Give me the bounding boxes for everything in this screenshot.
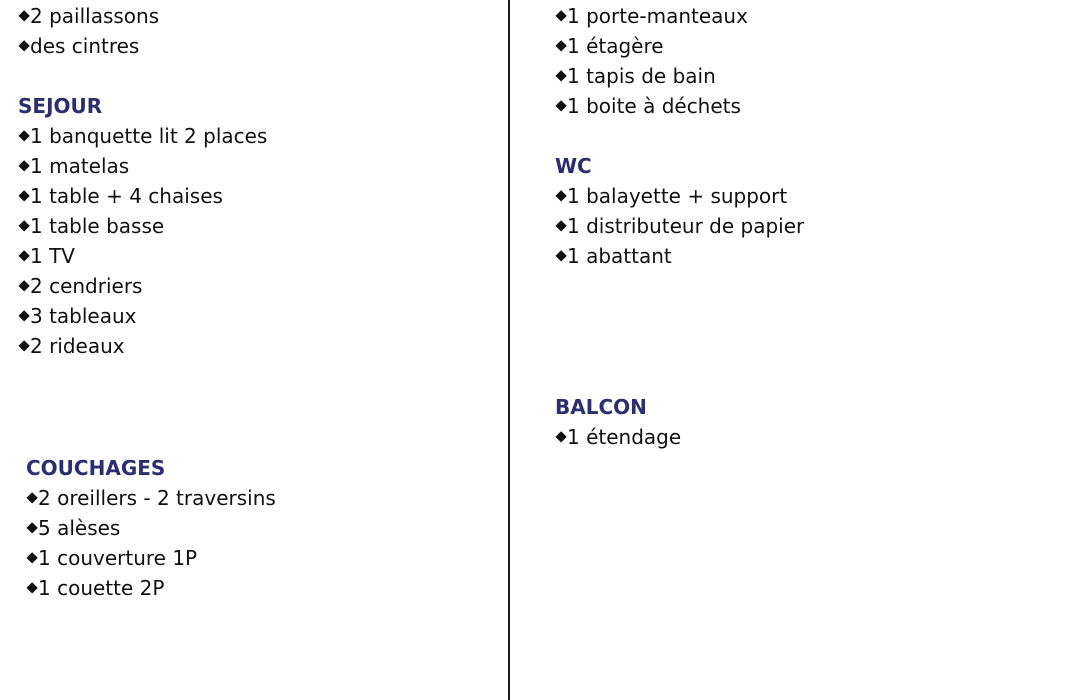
section-heading-couchages: COUCHAGES xyxy=(26,456,166,480)
diamond-bullet-icon xyxy=(18,310,29,321)
diamond-bullet-icon xyxy=(26,582,37,593)
list-item: 5 alèses xyxy=(26,513,276,543)
list-item: 1 porte-manteaux xyxy=(555,1,748,31)
list-item: 1 TV xyxy=(18,241,267,271)
list-item: 1 boite à déchets xyxy=(555,91,748,121)
list-item: 1 matelas xyxy=(18,151,267,181)
list-item: des cintres xyxy=(18,31,159,61)
diamond-bullet-icon xyxy=(26,522,37,533)
diamond-bullet-icon xyxy=(555,250,566,261)
column-divider xyxy=(508,0,510,700)
list-item: 2 cendriers xyxy=(18,271,267,301)
diamond-bullet-icon xyxy=(18,130,29,141)
section-sejour xyxy=(18,91,267,361)
left-intro-list xyxy=(18,1,159,61)
diamond-bullet-icon xyxy=(18,10,29,21)
list-item: 1 banquette lit 2 places xyxy=(18,121,267,151)
right-intro-list xyxy=(555,1,748,121)
diamond-bullet-icon xyxy=(18,160,29,171)
diamond-bullet-icon xyxy=(555,431,566,442)
section-couchages xyxy=(26,453,276,603)
list-item: 1 distributeur de papier xyxy=(555,211,804,241)
diamond-bullet-icon xyxy=(555,40,566,51)
diamond-bullet-icon xyxy=(18,340,29,351)
diamond-bullet-icon xyxy=(555,220,566,231)
list-item: 2 rideaux xyxy=(18,331,267,361)
diamond-bullet-icon xyxy=(555,70,566,81)
diamond-bullet-icon xyxy=(26,492,37,503)
list-item: 1 étendage xyxy=(555,422,681,452)
list-item: 1 table basse xyxy=(18,211,267,241)
diamond-bullet-icon xyxy=(555,100,566,111)
list-item: 2 paillassons xyxy=(18,1,159,31)
list-item: 1 balayette + support xyxy=(555,181,804,211)
list-item: 1 couverture 1P xyxy=(26,543,276,573)
diamond-bullet-icon xyxy=(18,40,29,51)
list-item: 3 tableaux xyxy=(18,301,267,331)
section-heading-wc: WC xyxy=(555,154,592,178)
list-item: 1 table + 4 chaises xyxy=(18,181,267,211)
diamond-bullet-icon xyxy=(18,190,29,201)
diamond-bullet-icon xyxy=(555,10,566,21)
diamond-bullet-icon xyxy=(18,220,29,231)
diamond-bullet-icon xyxy=(18,280,29,291)
list-item: 1 couette 2P xyxy=(26,573,276,603)
list-item: 1 tapis de bain xyxy=(555,61,748,91)
diamond-bullet-icon xyxy=(555,190,566,201)
diamond-bullet-icon xyxy=(18,250,29,261)
list-item: 1 abattant xyxy=(555,241,804,271)
section-balcon xyxy=(555,392,681,452)
section-wc xyxy=(555,151,804,271)
list-item: 1 étagère xyxy=(555,31,748,61)
section-heading-balcon: BALCON xyxy=(555,395,647,419)
section-heading-sejour: SEJOUR xyxy=(18,94,103,118)
list-item: 2 oreillers - 2 traversins xyxy=(26,483,276,513)
diamond-bullet-icon xyxy=(26,552,37,563)
